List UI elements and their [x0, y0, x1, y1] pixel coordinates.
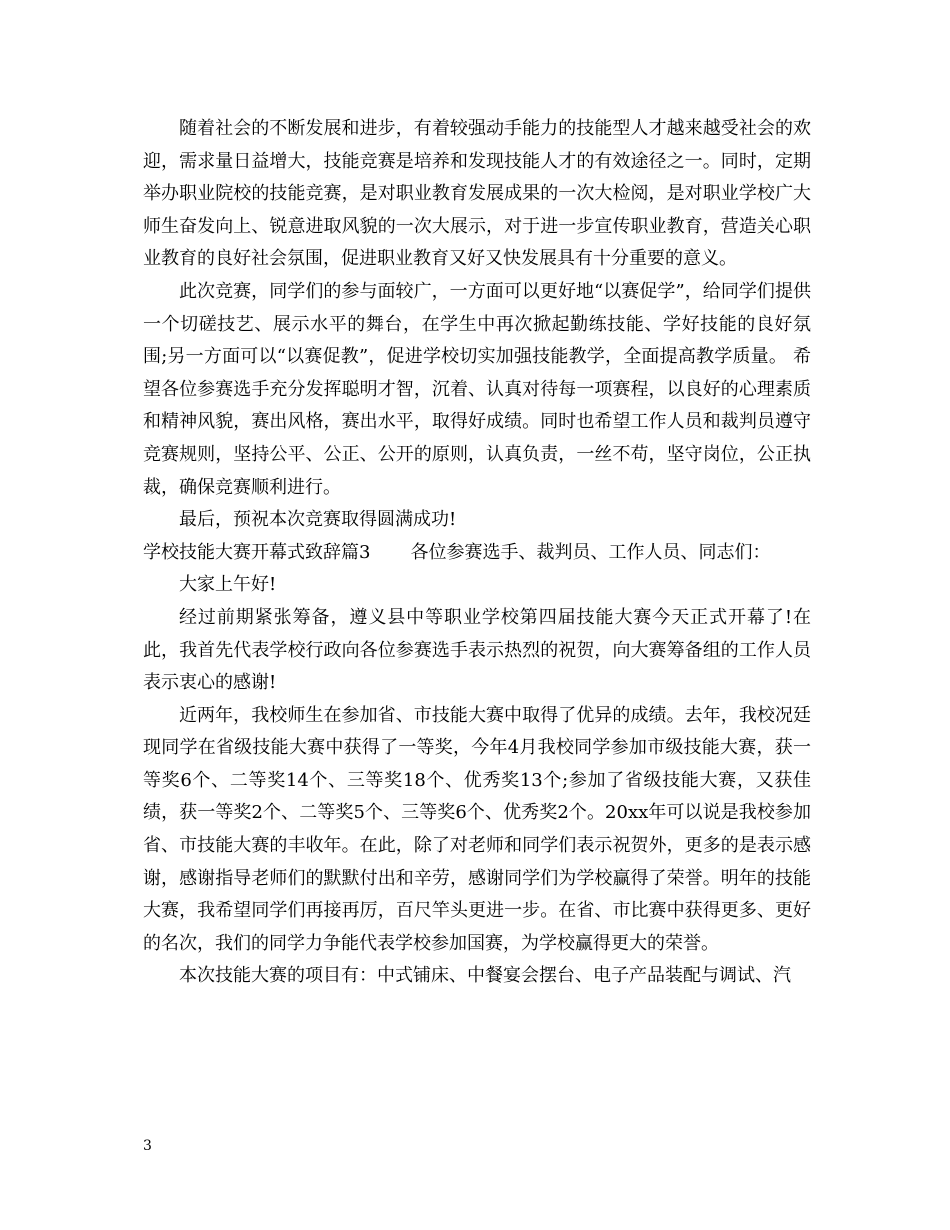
paragraph-greeting: 大家上午好! [179, 574, 277, 596]
document-body [143, 113, 811, 993]
paragraph-competition-goals: 此次竞赛，同学们的参与面较广，一方面可以更好地“以赛促学”，给同学们提供一个切磋技艺、展示水平的舞台，在学生中再次掀起勤练技能、学好技能的良好氛围;另一方面可以“以赛促教”，促进学校切实加强技能教学，全面提高教学质量。 希望各位参赛选手充分发挥聪明才智，沉着、认真对待每一项赛程，以良好的心理素质和精神风貌，赛出风格，赛出水平，取得好成绩。同时也希望工作人员和裁判员遵守竞赛规则，坚持公平、公正、公开的原则，认真负责，一丝不苟，坚守岗位，公正执裁，确保竞赛顺利进行。 [143, 280, 811, 498]
paragraph-significance: 随着社会的不断发展和进步，有着较强动手能力的技能型人才越来越受社会的欢迎，需求量日益增大，技能竞赛是培养和发现技能人才的有效途径之一。同时，定期举办职业院校的技能竞赛，是对职业教育发展成果的一次大检阅，是对职业学校广大师生奋发向上、锐意进取风貌的一次大展示，对于进一步宣传职业教育，营造关心职业教育的良好社会氛围，促进职业教育又好又快发展具有十分重要的意义。 [143, 118, 811, 270]
section-heading-line [143, 537, 811, 570]
page-number: 3 [143, 1138, 152, 1154]
section-address: 各位参赛选手、裁判员、工作人员、同志们： [410, 541, 771, 563]
section-title: 学校技能大赛开幕式致辞篇3 [143, 541, 371, 563]
paragraph-opening: 经过前期紧张筹备，遵义县中等职业学校第四届技能大赛今天正式开幕了!在此，我首先代表学校行政向各位参赛选手表示热烈的祝贺，向大赛筹备组的工作人员表示衷心的感谢! [143, 606, 811, 694]
paragraph-events: 本次技能大赛的项目有：中式铺床、中餐宴会摆台、电子产品装配与调试、汽 [179, 965, 791, 987]
paragraph-closing-wish: 最后，预祝本次竞赛取得圆满成功! [179, 509, 457, 531]
paragraph-achievements: 近两年，我校师生在参加省、市技能大赛中取得了优异的成绩。去年，我校况廷现同学在省级技能大赛中获得了一等奖，今年4月我校同学参加市级技能大赛，获一等奖6个、二等奖14个、三等奖18个、优秀奖13个;参加了省级技能大赛，又获佳绩，获一等奖2个、二等奖5个、三等奖6个、优秀奖2个。20xx年可以说是我校参加省、市技能大赛的丰收年。在此，除了对老师和同学们表示祝贺外，更多的是表示感谢，感谢指导老师们的默默付出和辛劳，感谢同学们为学校赢得了荣誉。明年的技能大赛，我希望同学们再接再厉，百尺竿头更进一步。在省、市比赛中获得更多、更好的名次，我们的同学力争能代表学校参加国赛，为学校赢得更大的荣誉。 [143, 704, 811, 954]
